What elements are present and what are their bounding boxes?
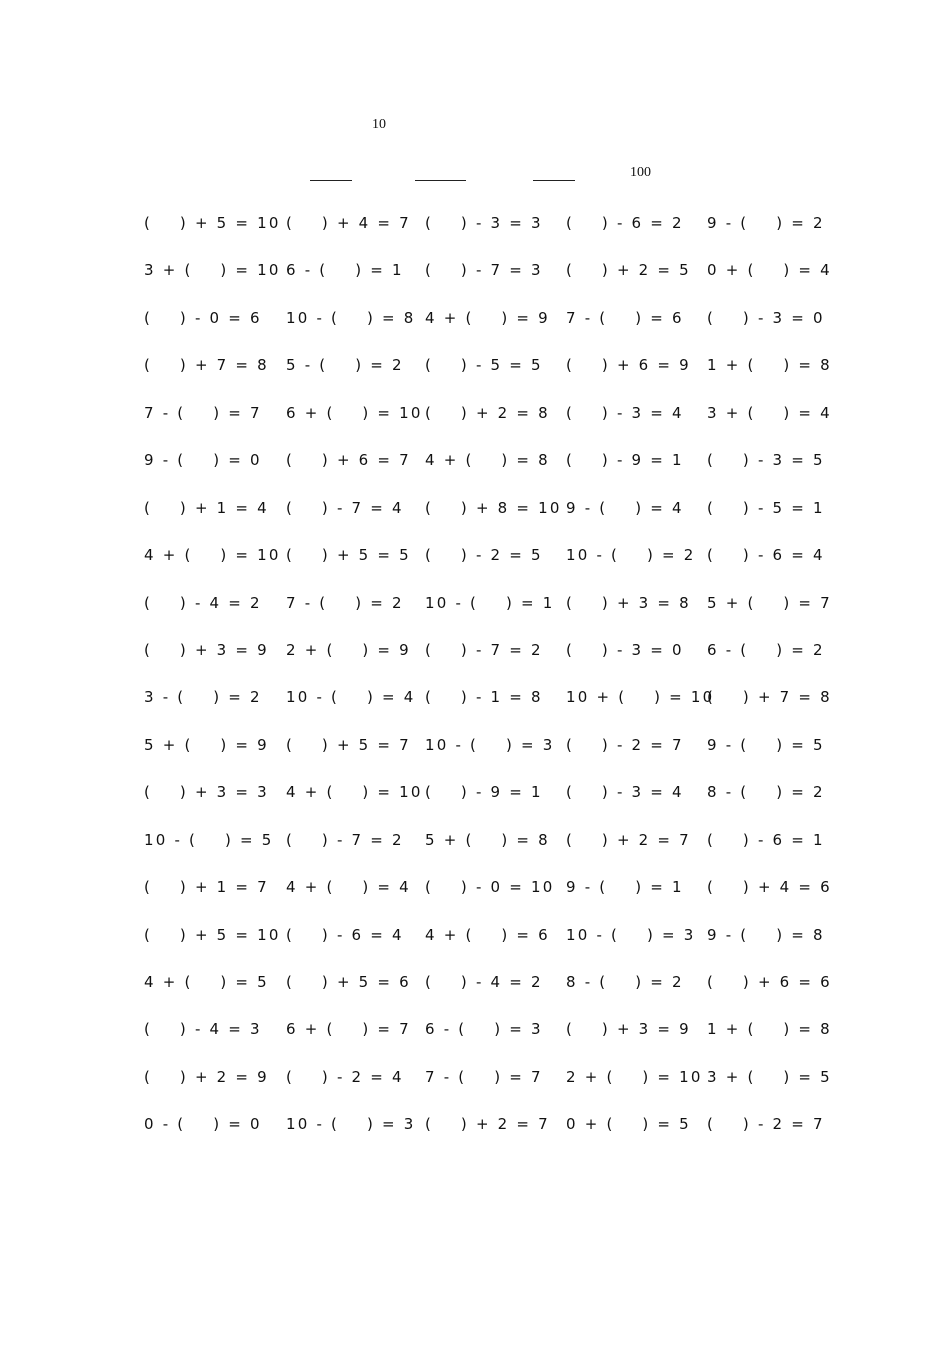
math-problem[interactable]: 4 + ( ) = 10: [144, 546, 281, 565]
worksheet-title: 10: [372, 117, 386, 132]
math-problem[interactable]: 10 - ( ) = 3: [425, 735, 555, 754]
math-problem[interactable]: ( ) - 6 = 2: [566, 214, 684, 232]
math-problem[interactable]: ( ) - 2 = 7: [707, 1115, 825, 1134]
math-problem[interactable]: 10 - ( ) = 8: [286, 308, 416, 327]
math-problem[interactable]: 10 + ( ) = 10: [566, 688, 715, 707]
problem-row: [144, 687, 832, 734]
math-problem[interactable]: ( ) - 6 = 4: [707, 546, 825, 565]
math-problem[interactable]: ( ) - 6 = 4: [286, 925, 404, 944]
math-problem[interactable]: 10 - ( ) = 5: [144, 830, 274, 849]
math-problem[interactable]: 4 + ( ) = 4: [286, 878, 411, 897]
class-blank-line[interactable]: [415, 180, 466, 181]
math-problem[interactable]: ( ) - 9 = 1: [425, 783, 543, 802]
problem-row: [144, 735, 825, 782]
math-problem[interactable]: 1 + ( ) = 8: [707, 356, 832, 375]
math-problem[interactable]: ( ) + 2 = 9: [144, 1067, 269, 1086]
math-problem[interactable]: 1 + ( ) = 8: [707, 1020, 832, 1039]
math-problem[interactable]: 10 - ( ) = 3: [286, 1115, 416, 1134]
problem-row: [144, 498, 825, 545]
math-problem[interactable]: ( ) + 3 = 8: [566, 593, 691, 612]
math-problem[interactable]: ( ) + 6 = 6: [707, 973, 832, 991]
problem-row: [144, 1019, 832, 1066]
math-problem[interactable]: 6 + ( ) = 7: [286, 1020, 411, 1039]
math-problem[interactable]: 3 + ( ) = 5: [707, 1067, 832, 1086]
problem-row: [144, 260, 832, 307]
math-problem[interactable]: ( ) + 7 = 8: [707, 688, 832, 707]
math-problem[interactable]: ( ) + 5 = 6: [286, 973, 411, 991]
math-problem[interactable]: ( ) - 4 = 2: [144, 593, 262, 612]
math-problem[interactable]: 10 - ( ) = 3: [566, 925, 696, 944]
math-problem[interactable]: ( ) + 1 = 7: [144, 878, 269, 897]
problem-row: [144, 1067, 832, 1114]
math-problem[interactable]: 6 - ( ) = 2: [707, 640, 825, 659]
math-problem[interactable]: 5 + ( ) = 7: [707, 593, 832, 612]
problem-row: [144, 308, 825, 355]
math-problem[interactable]: ( ) - 3 = 4: [566, 783, 684, 802]
math-problem[interactable]: 10 - ( ) = 4: [286, 688, 416, 707]
math-problem[interactable]: 10 - ( ) = 1: [425, 593, 555, 612]
problem-row: [144, 545, 825, 592]
math-problem[interactable]: ( ) - 7 = 3: [425, 261, 543, 280]
math-problem[interactable]: 2 + ( ) = 10: [566, 1067, 703, 1086]
math-problem[interactable]: 7 - ( ) = 7: [144, 403, 262, 422]
math-problem[interactable]: ( ) + 3 = 9: [566, 1020, 691, 1039]
math-problem[interactable]: ( ) - 9 = 1: [566, 451, 684, 470]
problem-row: [144, 877, 832, 924]
problem-row: [144, 213, 825, 260]
score-total: 100: [630, 165, 651, 180]
math-problem[interactable]: ( ) - 5 = 1: [707, 498, 825, 517]
math-problem[interactable]: 4 + ( ) = 6: [425, 925, 550, 944]
math-problem[interactable]: 8 - ( ) = 2: [566, 973, 684, 991]
math-problem[interactable]: ( ) - 4 = 3: [144, 1020, 262, 1039]
math-problem[interactable]: ( ) + 8 = 10: [425, 498, 562, 517]
math-problem[interactable]: ( ) - 1 = 8: [425, 688, 543, 707]
math-problem[interactable]: 4 + ( ) = 9: [425, 308, 550, 327]
math-problem[interactable]: ( ) + 2 = 8: [425, 403, 550, 422]
math-problem[interactable]: ( ) + 2 = 7: [566, 830, 691, 849]
math-problem[interactable]: 9 - ( ) = 8: [707, 925, 825, 944]
problem-row: [144, 355, 832, 402]
math-problem[interactable]: ( ) + 3 = 9: [144, 640, 269, 659]
math-problem[interactable]: 9 - ( ) = 2: [707, 214, 825, 232]
math-problem[interactable]: ( ) + 5 = 7: [286, 735, 411, 754]
math-problem[interactable]: ( ) - 2 = 4: [286, 1067, 404, 1086]
math-problem[interactable]: 4 + ( ) = 10: [286, 783, 423, 802]
math-problem[interactable]: 6 + ( ) = 10: [286, 403, 423, 422]
math-problem[interactable]: 7 - ( ) = 2: [286, 593, 404, 612]
math-problem[interactable]: 9 - ( ) = 0: [144, 451, 262, 470]
problem-row: [144, 450, 825, 497]
name-blank-line[interactable]: [310, 180, 352, 181]
math-problem[interactable]: 7 - ( ) = 6: [566, 308, 684, 327]
math-problem[interactable]: 5 + ( ) = 9: [144, 735, 269, 754]
math-problem[interactable]: 7 - ( ) = 7: [425, 1067, 543, 1086]
math-problem[interactable]: 4 + ( ) = 8: [425, 451, 550, 470]
math-problem[interactable]: ( ) + 4 = 7: [286, 214, 411, 232]
math-problem[interactable]: 9 - ( ) = 4: [566, 498, 684, 517]
problem-row: [144, 782, 825, 829]
math-problem[interactable]: ( ) - 0 = 10: [425, 878, 555, 897]
math-problem[interactable]: 9 - ( ) = 5: [707, 735, 825, 754]
math-problem[interactable]: 3 + ( ) = 10: [144, 261, 281, 280]
math-problem[interactable]: ( ) - 5 = 5: [425, 356, 543, 375]
math-problem[interactable]: ( ) - 3 = 4: [566, 403, 684, 422]
problem-row: [144, 403, 832, 450]
math-problem[interactable]: ( ) - 3 = 0: [707, 308, 825, 327]
math-problem[interactable]: ( ) - 7 = 2: [286, 830, 404, 849]
math-problem[interactable]: ( ) - 2 = 7: [566, 735, 684, 754]
math-problem[interactable]: ( ) + 3 = 3: [144, 783, 269, 802]
problem-row: [144, 972, 832, 1019]
math-problem[interactable]: 0 - ( ) = 0: [144, 1115, 262, 1134]
math-problem[interactable]: ( ) - 7 = 4: [286, 498, 404, 517]
math-problem[interactable]: ( ) + 6 = 7: [286, 451, 411, 470]
math-problem[interactable]: 2 + ( ) = 9: [286, 640, 411, 659]
math-problem[interactable]: ( ) - 3 = 3: [425, 214, 543, 232]
math-problem[interactable]: ( ) - 0 = 6: [144, 308, 262, 327]
math-problem[interactable]: ( ) + 5 = 10: [144, 214, 281, 232]
math-problem[interactable]: 6 - ( ) = 1: [286, 261, 404, 280]
problem-row: [144, 593, 832, 640]
problem-row: [144, 925, 825, 972]
math-problem[interactable]: ( ) + 1 = 4: [144, 498, 269, 517]
math-problem[interactable]: ( ) - 4 = 2: [425, 973, 543, 991]
math-problem[interactable]: 3 - ( ) = 2: [144, 688, 262, 707]
math-problem[interactable]: ( ) - 3 = 0: [566, 640, 684, 659]
math-problem[interactable]: 8 - ( ) = 2: [707, 783, 825, 802]
math-problem[interactable]: 0 + ( ) = 5: [566, 1115, 691, 1134]
math-problem[interactable]: ( ) - 7 = 2: [425, 640, 543, 659]
math-problem[interactable]: ( ) + 2 = 5: [566, 261, 691, 280]
math-problem[interactable]: 5 + ( ) = 8: [425, 830, 550, 849]
math-problem[interactable]: 0 + ( ) = 4: [707, 261, 832, 280]
problem-grid: [144, 213, 832, 1162]
score-blank-line[interactable]: [533, 180, 575, 181]
math-problem[interactable]: 9 - ( ) = 1: [566, 878, 684, 897]
math-problem[interactable]: 4 + ( ) = 5: [144, 973, 269, 991]
math-problem[interactable]: ( ) - 3 = 5: [707, 451, 825, 470]
math-problem[interactable]: 10 - ( ) = 2: [566, 546, 696, 565]
math-problem[interactable]: 6 - ( ) = 3: [425, 1020, 543, 1039]
math-problem[interactable]: ( ) + 5 = 10: [144, 925, 281, 944]
math-problem[interactable]: ( ) + 4 = 6: [707, 878, 832, 897]
math-problem[interactable]: 3 + ( ) = 4: [707, 403, 832, 422]
math-problem[interactable]: ( ) + 6 = 9: [566, 356, 691, 375]
problem-row: [144, 1114, 825, 1161]
math-problem[interactable]: ( ) + 7 = 8: [144, 356, 269, 375]
math-problem[interactable]: ( ) - 2 = 5: [425, 546, 543, 565]
math-problem[interactable]: ( ) + 2 = 7: [425, 1115, 550, 1134]
math-problem[interactable]: 5 - ( ) = 2: [286, 356, 404, 375]
math-problem[interactable]: ( ) - 6 = 1: [707, 830, 825, 849]
problem-row: [144, 640, 825, 687]
math-problem[interactable]: ( ) + 5 = 5: [286, 546, 411, 565]
problem-row: [144, 830, 825, 877]
